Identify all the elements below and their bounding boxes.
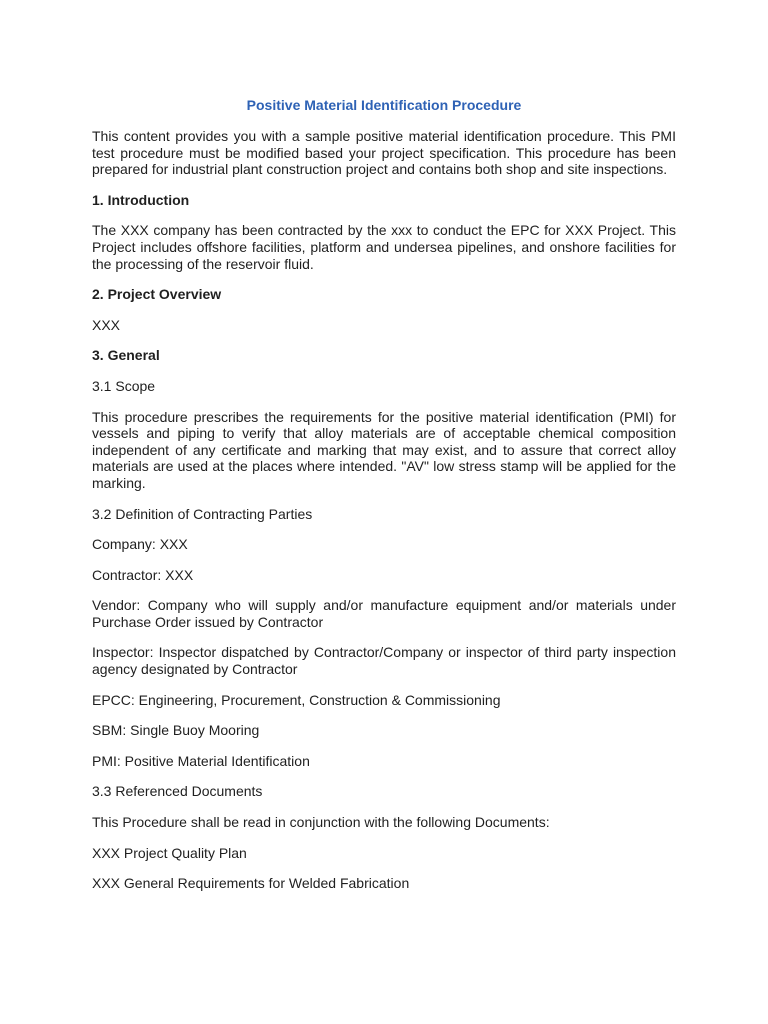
section-heading-introduction: 1. Introduction: [92, 191, 190, 208]
definition-inspector: Inspector: Inspector dispatched by Contractor/Company or inspector of third party inspection agency designated by Contractor: [92, 644, 676, 678]
section-heading-project-overview: 2. Project Overview: [92, 286, 222, 303]
definition-company: Company: XXX: [92, 536, 188, 553]
definition-vendor: Vendor: Company who will supply and/or manufacture equipment and/or materials under Purchase Order issued by Contractor: [92, 597, 676, 630]
intro-paragraph: This content provides you with a sample positive material identification procedure. This PMI test procedure must be modified based your project specification. This procedure has been prepared for industrial plant construction project and contains both shop and site inspections.: [92, 128, 676, 178]
section-heading-general: 3. General: [92, 347, 160, 364]
references-intro: This Procedure shall be read in conjunction with the following Documents:: [92, 814, 550, 831]
reference-quality-plan: XXX Project Quality Plan: [92, 844, 247, 861]
document-title: Positive Material Identification Procedure: [246, 97, 522, 113]
scope-text: This procedure prescribes the requirements for the positive material identification (PMI) for vessels and piping to verify that alloy materials are of acceptable chemical composition independent of any certificate and marking that may exist, and to assure that correct alloy materials are used at the places where intended. "AV" low stress stamp will be applied for the marking.: [92, 408, 676, 491]
definition-sbm: SBM: Single Buoy Mooring: [92, 722, 260, 739]
reference-welded-fabrication: XXX General Requirements for Welded Fabrication: [92, 875, 410, 892]
subsection-heading-scope: 3.1 Scope: [92, 377, 156, 394]
introduction-text: The XXX company has been contracted by the xxx to conduct the EPC for XXX Project. This Project includes offshore facilities, platform and undersea pipelines, and onshore facilities for the processing of the reservoir fluid.: [92, 222, 676, 272]
definition-pmi: PMI: Positive Material Identification: [92, 752, 310, 769]
definition-epcc: EPCC: Engineering, Procurement, Construction & Commissioning: [92, 691, 501, 708]
subsection-heading-definitions: 3.2 Definition of Contracting Parties: [92, 505, 313, 522]
document-page: [92, 96, 676, 906]
subsection-heading-references: 3.3 Referenced Documents: [92, 783, 263, 800]
definition-contractor: Contractor: XXX: [92, 566, 194, 583]
project-overview-text: XXX: [92, 316, 121, 333]
